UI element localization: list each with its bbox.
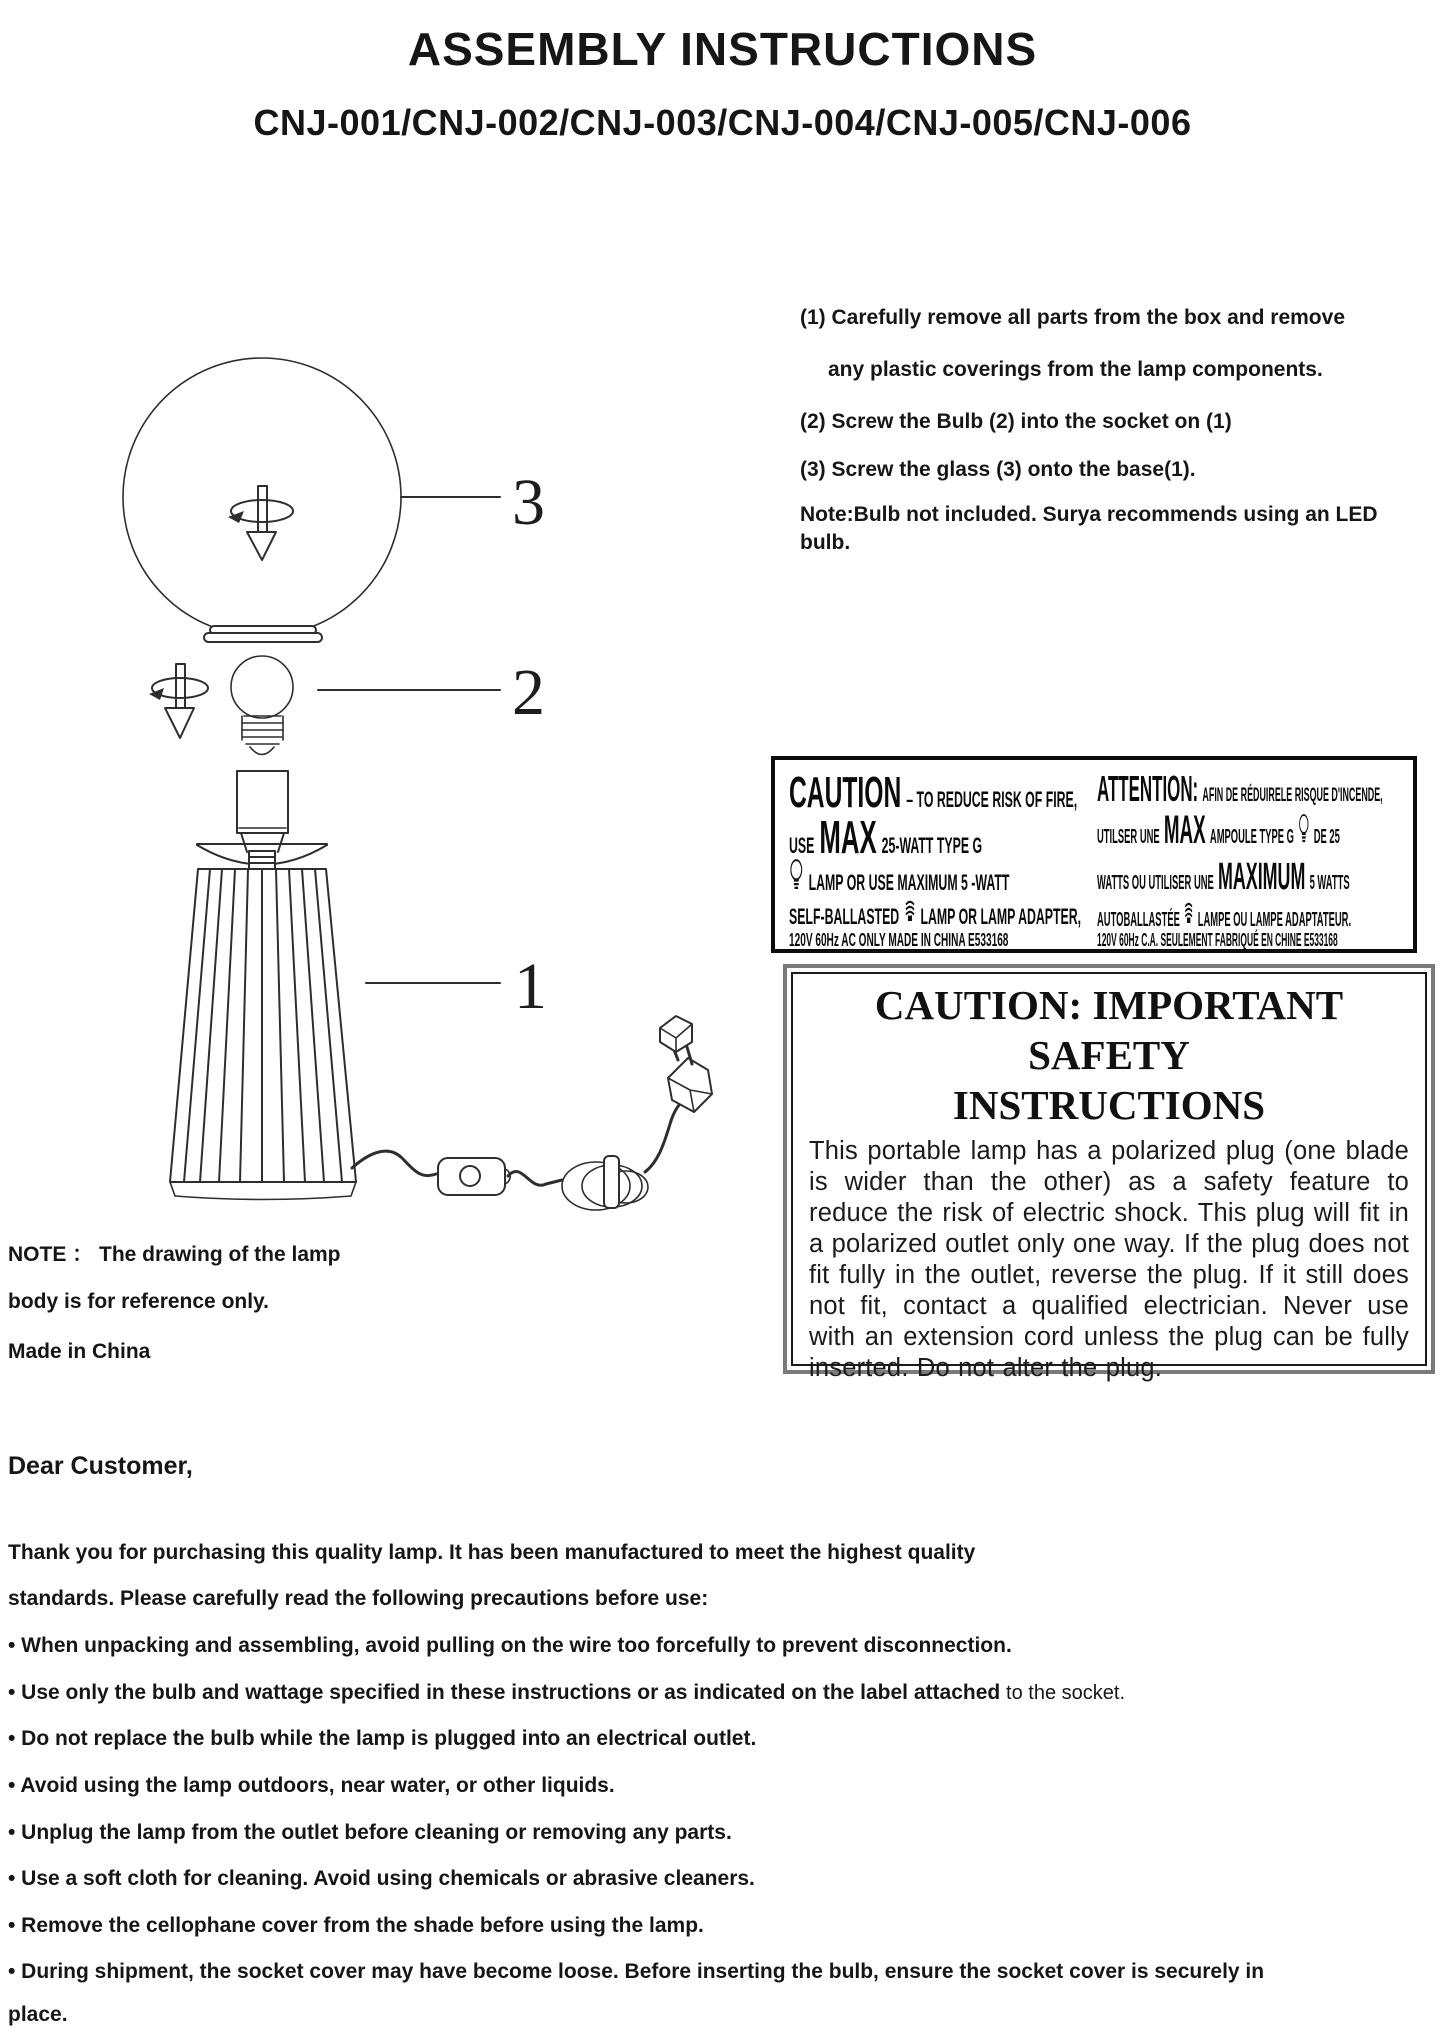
safety-title-line-2: INSTRUCTIONS [952, 1082, 1266, 1128]
lamp-base-drawing [170, 771, 356, 1200]
safety-instructions-inner [791, 972, 1427, 1382]
dear-customer-heading: Dear Customer, [8, 1452, 193, 1480]
lamp-exploded-diagram [0, 0, 740, 1230]
note-line-2: body is for reference only. [8, 1290, 270, 1313]
coiled-cord-drawing [562, 1156, 648, 1210]
precaution-bullet: • Remove the cellophane cover from the shade before using the lamp. [8, 1914, 704, 1937]
intro-line-2: standards. Please carefully read the following precautions before use: [8, 1587, 709, 1610]
made-in-china: Made in China [8, 1340, 151, 1363]
bulb-note-line-2: bulb. [800, 531, 851, 554]
precaution-bullet: • Use a soft cloth for cleaning. Avoid using chemicals or abrasive cleaners. [8, 1867, 755, 1890]
screw-rotation-icon [149, 664, 208, 738]
precaution-bullet: • Do not replace the bulb while the lamp is plugged into an electrical outlet. [8, 1727, 757, 1750]
part-label-2: 2 [512, 656, 545, 729]
ratings-line: 120V 60Hz AC ONLY MADE IN CHINA E533168 [789, 930, 1009, 950]
part-label-3: 3 [512, 466, 545, 539]
caution-word: CAUTION [789, 768, 902, 817]
cfl-bulb-icon [904, 898, 915, 924]
plug-drawing [668, 1042, 712, 1112]
ratings-line: 120V 60Hz C.A. SEULEMENT FABRIQUÉ EN CHINE E533168 [1097, 930, 1338, 950]
attention-word: ATTENTION: [1097, 768, 1199, 809]
bulb-note-line-1: Note:Bulb not included. Surya recommends using an LED [800, 503, 1378, 526]
maximum-word: MAXIMUM [1218, 856, 1306, 898]
wattage-caution-label [771, 756, 1417, 953]
step-2: (2) Screw the Bulb (2) into the socket on (1) [800, 410, 1232, 433]
model-numbers: CNJ-001/CNJ-002/CNJ-003/CNJ-004/CNJ-005/CNJ-006 [253, 102, 1192, 143]
precaution-bullet: • Use only the bulb and wattage specified in these instructions or as indicated on the label attached to the socket. [8, 1681, 1126, 1704]
note-line-1: NOTE ： The drawing of the lamp [8, 1243, 341, 1266]
caution-label-english: CAUTION – TO REDUCE RISK OF FIRE, USE MAX 25-WATT TYPE G LAMP OR USE MAXIMUM 5 -WATT SELF-BALLASTED LAMP OR LAMP ADAPTER, 120V 60Hz AC ONLY MADE IN CHINA E533168 [789, 768, 1082, 950]
step-1-line-1: (1) Carefully remove all parts from the box and remove [800, 306, 1345, 329]
precaution-bullet: • Unplug the lamp from the outlet before cleaning or removing any parts. [8, 1821, 732, 1844]
safety-title-line-1: CAUTION: IMPORTANT SAFETY [874, 982, 1344, 1078]
screw-rotation-icon [228, 486, 293, 560]
part-label-1: 1 [514, 950, 547, 1023]
precaution-bullet: • Avoid using the lamp outdoors, near water, or other liquids. [8, 1774, 615, 1797]
intro-line-1: Thank you for purchasing this quality lamp. It has been manufactured to meet the highest quality [8, 1541, 976, 1564]
round-bulb-icon [789, 858, 804, 890]
max-word: MAX [819, 811, 877, 863]
step-3: (3) Screw the glass (3) onto the base(1). [800, 458, 1196, 481]
bulb-drawing [231, 656, 293, 755]
cfl-bulb-icon [1184, 900, 1193, 926]
power-cord-drawing [352, 1016, 712, 1210]
precaution-bullet: • During shipment, the socket cover may have become loose. Before inserting the bulb, ensure the socket cover is securely in [8, 1960, 1265, 1983]
safety-instructions-box [783, 964, 1435, 1382]
safety-body-text: This portable lamp has a polarized plug (one blade is wider than the other) as a safety feature to reduce the risk of electric shock. This plug will fit in a polarized outlet only one way. If the plug does not fit fully in the outlet, reverse the plug. If it still does not fit, contact a qualified electrician. Never use with an extension cord unless the plug can be fully inserted. Do not alter the plug. [809, 1137, 1409, 1382]
step-1-line-2: any plastic coverings from the lamp components. [828, 358, 1323, 381]
precaution-bullet-wrap: place. [8, 2003, 68, 2026]
caution-label-french: ATTENTION: AFIN DE RÉDUIRELE RISQUE D'INCENDE, UTILSER UNE MAX AMPOULE TYPE G DE 25 WATTS OU UTILISER UNE MAXIMUM 5 WATTS AUTOBALLASTÉE LAMPE OU LAMPE ADAPTATEUR. 120V 60Hz C.A. SEULEMENT FABRIQUÉ EN CHINE E533168 [1097, 768, 1383, 950]
page-title: ASSEMBLY INSTRUCTIONS [407, 23, 1038, 75]
max-word: MAX [1163, 808, 1206, 852]
round-bulb-icon [1298, 813, 1309, 843]
precaution-bullet: • When unpacking and assembling, avoid pulling on the wire too forcefully to prevent disconnection. [8, 1634, 1012, 1657]
